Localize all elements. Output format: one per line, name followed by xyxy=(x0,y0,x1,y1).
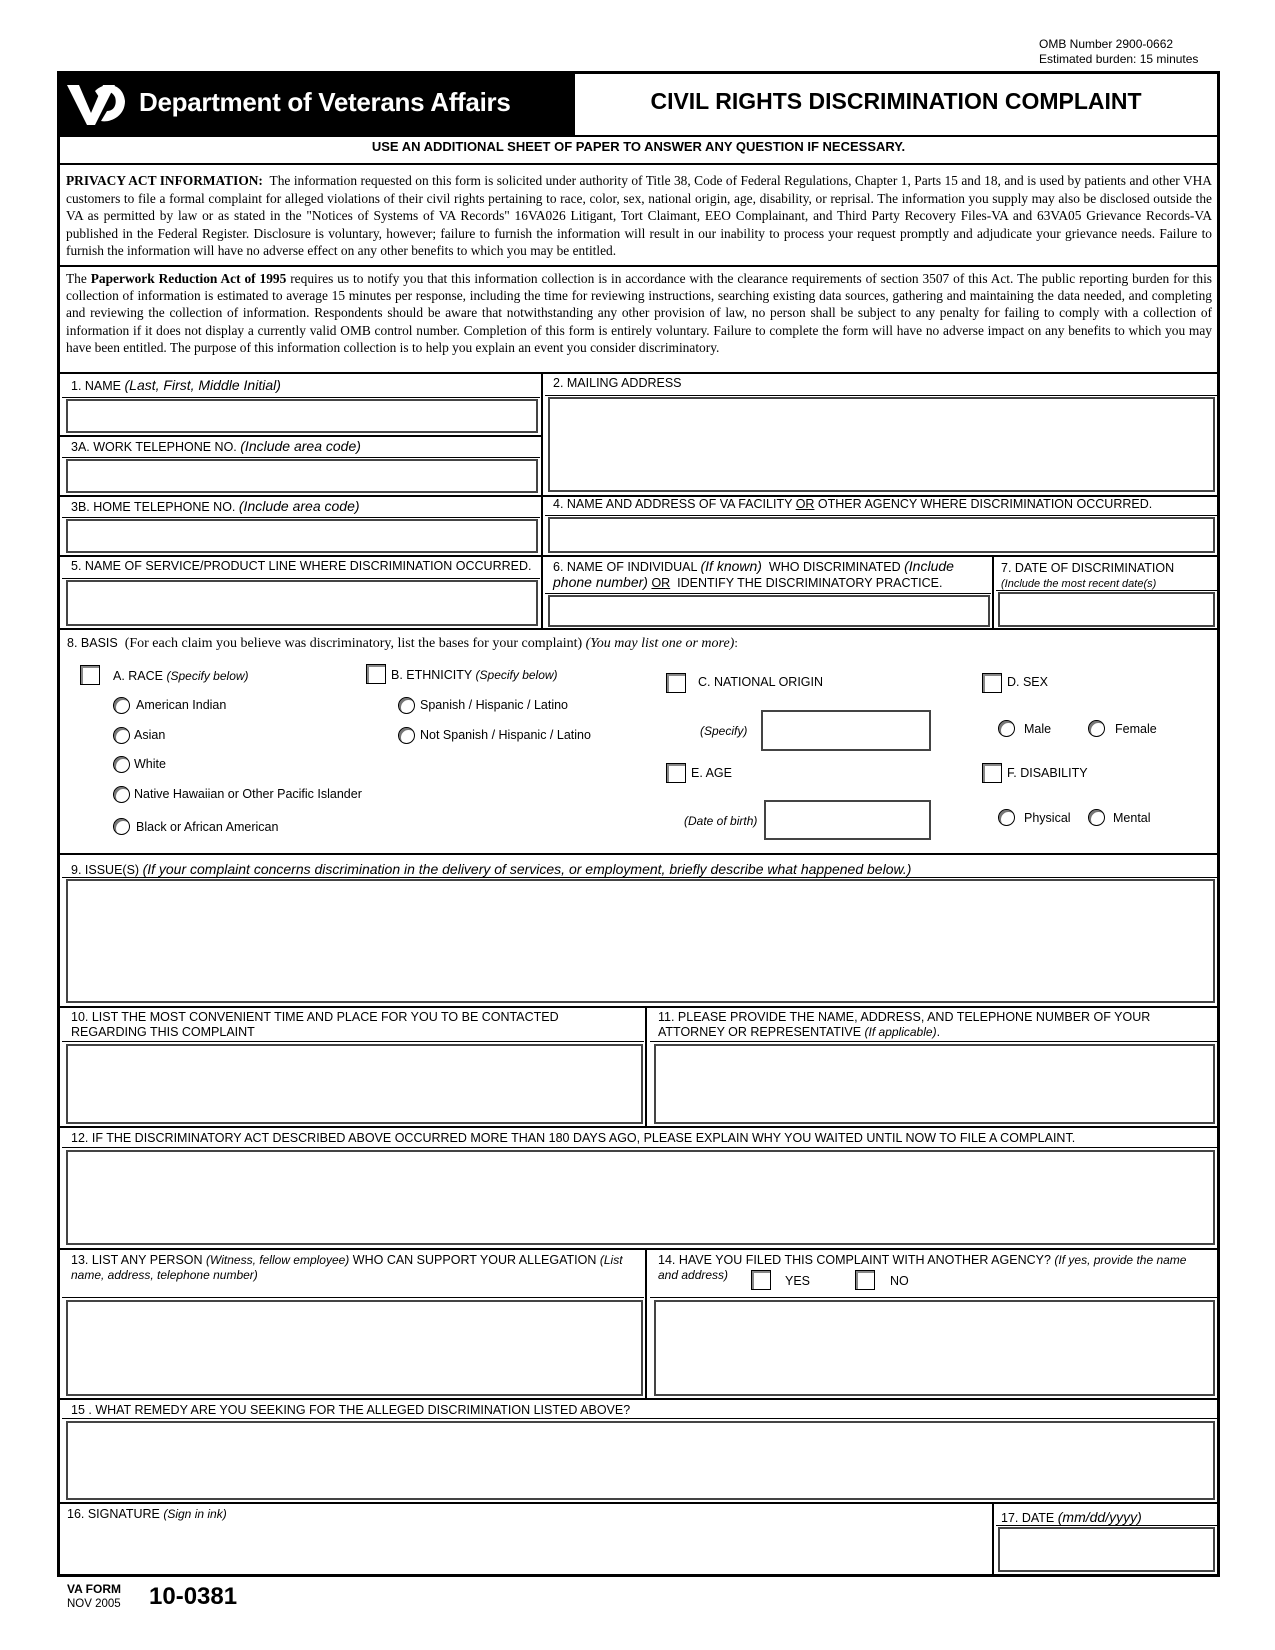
sex-option-label: Female xyxy=(1115,722,1157,736)
race-asian-radio[interactable] xyxy=(113,727,130,744)
national-origin-input[interactable] xyxy=(761,710,931,751)
field-10-label-line2: REGARDING THIS COMPLAINT xyxy=(71,1025,255,1039)
race-black-radio[interactable] xyxy=(113,818,130,835)
race-option-label: American Indian xyxy=(136,698,227,712)
age-label: E. AGE xyxy=(691,766,732,780)
disability-option-label: Mental xyxy=(1113,811,1151,825)
field-9-label: 9. ISSUE(S) (If your complaint concerns discrimination in the delivery of services, or employment, briefly describe what happened below.) xyxy=(71,861,912,877)
race-native-hawaiian-radio[interactable] xyxy=(113,786,130,803)
field-13-label-line2: name, address, telephone number) xyxy=(71,1268,258,1282)
race-american-indian-radio[interactable] xyxy=(113,697,130,714)
field-16-label: 16. SIGNATURE (Sign in ink) xyxy=(67,1507,227,1521)
estimated-burden: Estimated burden: 15 minutes xyxy=(1039,52,1199,66)
field-2-label: 2. MAILING ADDRESS xyxy=(553,376,682,390)
yes-label: YES xyxy=(785,1274,811,1288)
ethnicity-not-hispanic-radio[interactable] xyxy=(398,727,415,744)
field-7-hint: (Include the most recent date(s) xyxy=(1001,578,1157,590)
date-of-discrimination-input[interactable] xyxy=(998,592,1215,627)
supporting-persons-input[interactable] xyxy=(66,1300,643,1396)
name-input[interactable] xyxy=(66,399,538,433)
agency-banner xyxy=(57,71,573,135)
ethnicity-label: B. ETHNICITY (Specify below) xyxy=(391,668,558,682)
additional-sheet-instruction: USE AN ADDITIONAL SHEET OF PAPER TO ANSWER ANY QUESTION IF NECESSARY. xyxy=(371,139,906,154)
field-17-label: 17. DATE (mm/dd/yyyy) xyxy=(1001,1509,1142,1525)
contact-time-place-input[interactable] xyxy=(66,1044,643,1124)
va-form-label: VA FORM xyxy=(67,1582,121,1596)
remedy-sought-input[interactable] xyxy=(66,1421,1215,1500)
paperwork-act-paragraph xyxy=(66,270,1212,356)
ethnicity-option-label: Not Spanish / Hispanic / Latino xyxy=(420,728,591,742)
omb-number: OMB Number 2900-0662 xyxy=(1039,37,1174,51)
field-1-label: 1. NAME (Last, First, Middle Initial) xyxy=(71,377,281,393)
race-white-radio[interactable] xyxy=(113,756,130,773)
field-5-label: 5. NAME OF SERVICE/PRODUCT LINE WHERE DISCRIMINATION OCCURRED. xyxy=(71,559,532,573)
ethnicity-hispanic-radio[interactable] xyxy=(398,697,415,714)
paperwork-lead: The xyxy=(66,271,87,286)
disability-checkbox[interactable] xyxy=(982,763,1002,783)
field-15-label: 15 . WHAT REMEDY ARE YOU SEEKING FOR THE ALLEGED DISCRIMINATION LISTED ABOVE? xyxy=(71,1403,631,1417)
date-of-birth-label: (Date of birth) xyxy=(684,814,758,828)
field-13-label-line1: 13. LIST ANY PERSON (Witness, fellow employee) WHO CAN SUPPORT YOUR ALLEGATION (List xyxy=(71,1253,623,1267)
field-3a-label: 3A. WORK TELEPHONE NO. (Include area code) xyxy=(71,438,361,454)
sex-female-radio[interactable] xyxy=(1088,720,1105,737)
field-12-label: 12. IF THE DISCRIMINATORY ACT DESCRIBED ABOVE OCCURRED MORE THAN 180 DAYS AGO, PLEASE EXPLAIN WHY YOU WAITED UNTIL NOW TO FILE A COMPLAINT. xyxy=(71,1131,1076,1145)
no-label: NO xyxy=(890,1274,909,1288)
ethnicity-option-label: Spanish / Hispanic / Latino xyxy=(420,698,569,712)
race-option-label: Black or African American xyxy=(136,820,279,834)
field-14-label-line2: and address) xyxy=(658,1268,729,1282)
field-8-label: 8. BASIS (For each claim you believe was discriminatory, list the bases for your complaint) (You may list one or more): xyxy=(67,636,738,651)
sex-option-label: Male xyxy=(1024,722,1052,736)
national-origin-checkbox[interactable] xyxy=(666,673,686,693)
privacy-act-text: The information requested on this form is solicited under authority of Title 38, Code of Federal Regulations, Chapter 1, Parts 15 and 18, and is used by patients and other VHA customers to file a formal complaint for alleged violations of their civil rights pertaining to race, color, sex, national origin, age, disability, or reprisal. The information you supply may also be disclosed outside the VA as permitted by law or as stated in the "Notices of Systems of VA Records" 16VA026 Litigant, Tort Claimant, EEO Complainant, and Third Party Recovery Files-VA and 63VA05 Grievance Records-VA published in the Federal Register. Disclosure is voluntary, however; failure to furnish the information will result in our inability to process your request promptly and adjudicate your grievance needs. Failure to furnish the information will have no adverse effect on any other benefits to which you may be entitled. xyxy=(66,173,1212,258)
signature-field[interactable] xyxy=(62,1522,987,1572)
facility-address-input[interactable] xyxy=(548,517,1215,553)
field-11-label-line1: 11. PLEASE PROVIDE THE NAME, ADDRESS, AND TELEPHONE NUMBER OF YOUR xyxy=(658,1010,1151,1024)
field-3b-label: 3B. HOME TELEPHONE NO. (Include area code) xyxy=(71,498,360,514)
mailing-address-input[interactable] xyxy=(548,397,1215,492)
disability-mental-radio[interactable] xyxy=(1088,809,1105,826)
field-10-label-line1: 10. LIST THE MOST CONVENIENT TIME AND PLACE FOR YOU TO BE CONTACTED xyxy=(71,1010,559,1024)
other-agency-yes-checkbox[interactable] xyxy=(751,1270,771,1290)
field-7-label: 7. DATE OF DISCRIMINATION xyxy=(1001,561,1175,575)
race-option-label: Asian xyxy=(134,728,166,742)
race-label: A. RACE (Specify below) xyxy=(113,669,249,683)
sex-checkbox[interactable] xyxy=(982,673,1002,693)
other-agency-no-checkbox[interactable] xyxy=(855,1270,875,1290)
other-agency-details-input[interactable] xyxy=(654,1300,1215,1396)
individual-or-practice-input[interactable] xyxy=(548,595,990,627)
paperwork-act-text: requires us to notify you that this information collection is in accordance with the clearance requirements of section 3507 of this Act. The public reporting burden for this collection of information is estimated to average 15 minutes per response, including the time for reviewing instructions, searching existing data sources, gathering and maintaining the data needed, and completing and reviewing the collection of information. Respondents should be aware that notwithstanding any other provision of law, no person shall be subject to any penalty for failing to comply with a collection of information if it does not display a currently valid OMB control number. Completion of this form is entirely voluntary. Failure to complete the form will have no adverse impact on any benefits to which you may have been entitled. The purpose of this information collection is to help you explain an event you consider discriminatory. xyxy=(66,271,1212,355)
va-logo-icon xyxy=(65,77,129,129)
specify-label: (Specify) xyxy=(700,724,748,738)
field-11-label-line2: ATTORNEY OR REPRESENTATIVE (If applicable). xyxy=(658,1025,941,1039)
delay-explanation-input[interactable] xyxy=(66,1150,1215,1245)
disability-option-label: Physical xyxy=(1024,811,1071,825)
sex-label: D. SEX xyxy=(1007,675,1048,689)
privacy-act-paragraph xyxy=(66,172,1212,260)
attorney-representative-input[interactable] xyxy=(654,1044,1215,1124)
age-checkbox[interactable] xyxy=(666,763,686,783)
disability-physical-radio[interactable] xyxy=(998,809,1015,826)
form-date: NOV 2005 xyxy=(67,1598,121,1610)
ethnicity-checkbox[interactable] xyxy=(366,664,386,684)
national-origin-label: C. NATIONAL ORIGIN xyxy=(698,675,824,689)
date-of-birth-input[interactable] xyxy=(764,800,931,840)
privacy-act-heading: PRIVACY ACT INFORMATION: xyxy=(66,173,263,188)
work-telephone-input[interactable] xyxy=(66,459,538,493)
sex-male-radio[interactable] xyxy=(998,720,1015,737)
field-6-label-line1: 6. NAME OF INDIVIDUAL (If known) WHO DISCRIMINATED (Include xyxy=(553,558,954,574)
field-4-label: 4. NAME AND ADDRESS OF VA FACILITY OR OTHER AGENCY WHERE DISCRIMINATION OCCURRED. xyxy=(553,497,1153,511)
field-6-label-line2: phone number) OR IDENTIFY THE DISCRIMINATORY PRACTICE. xyxy=(553,574,943,590)
disability-label: F. DISABILITY xyxy=(1007,766,1088,780)
form-number: 10-0381 xyxy=(149,1583,238,1610)
form-title: CIVIL RIGHTS DISCRIMINATION COMPLAINT xyxy=(650,88,1142,114)
race-checkbox[interactable] xyxy=(80,665,100,685)
race-option-label: Native Hawaiian or Other Pacific Islander xyxy=(134,787,362,801)
home-telephone-input[interactable] xyxy=(66,519,538,553)
race-option-label: White xyxy=(134,757,166,771)
paperwork-act-title: Paperwork Reduction Act of 1995 xyxy=(90,271,287,286)
field-14-label-line1: 14. HAVE YOU FILED THIS COMPLAINT WITH ANOTHER AGENCY? (If yes, provide the name xyxy=(658,1253,1187,1267)
service-line-input[interactable] xyxy=(66,580,538,626)
signature-date-input[interactable] xyxy=(998,1527,1215,1572)
issues-input[interactable] xyxy=(66,879,1215,1003)
agency-name: Department of Veterans Affairs xyxy=(139,87,511,117)
